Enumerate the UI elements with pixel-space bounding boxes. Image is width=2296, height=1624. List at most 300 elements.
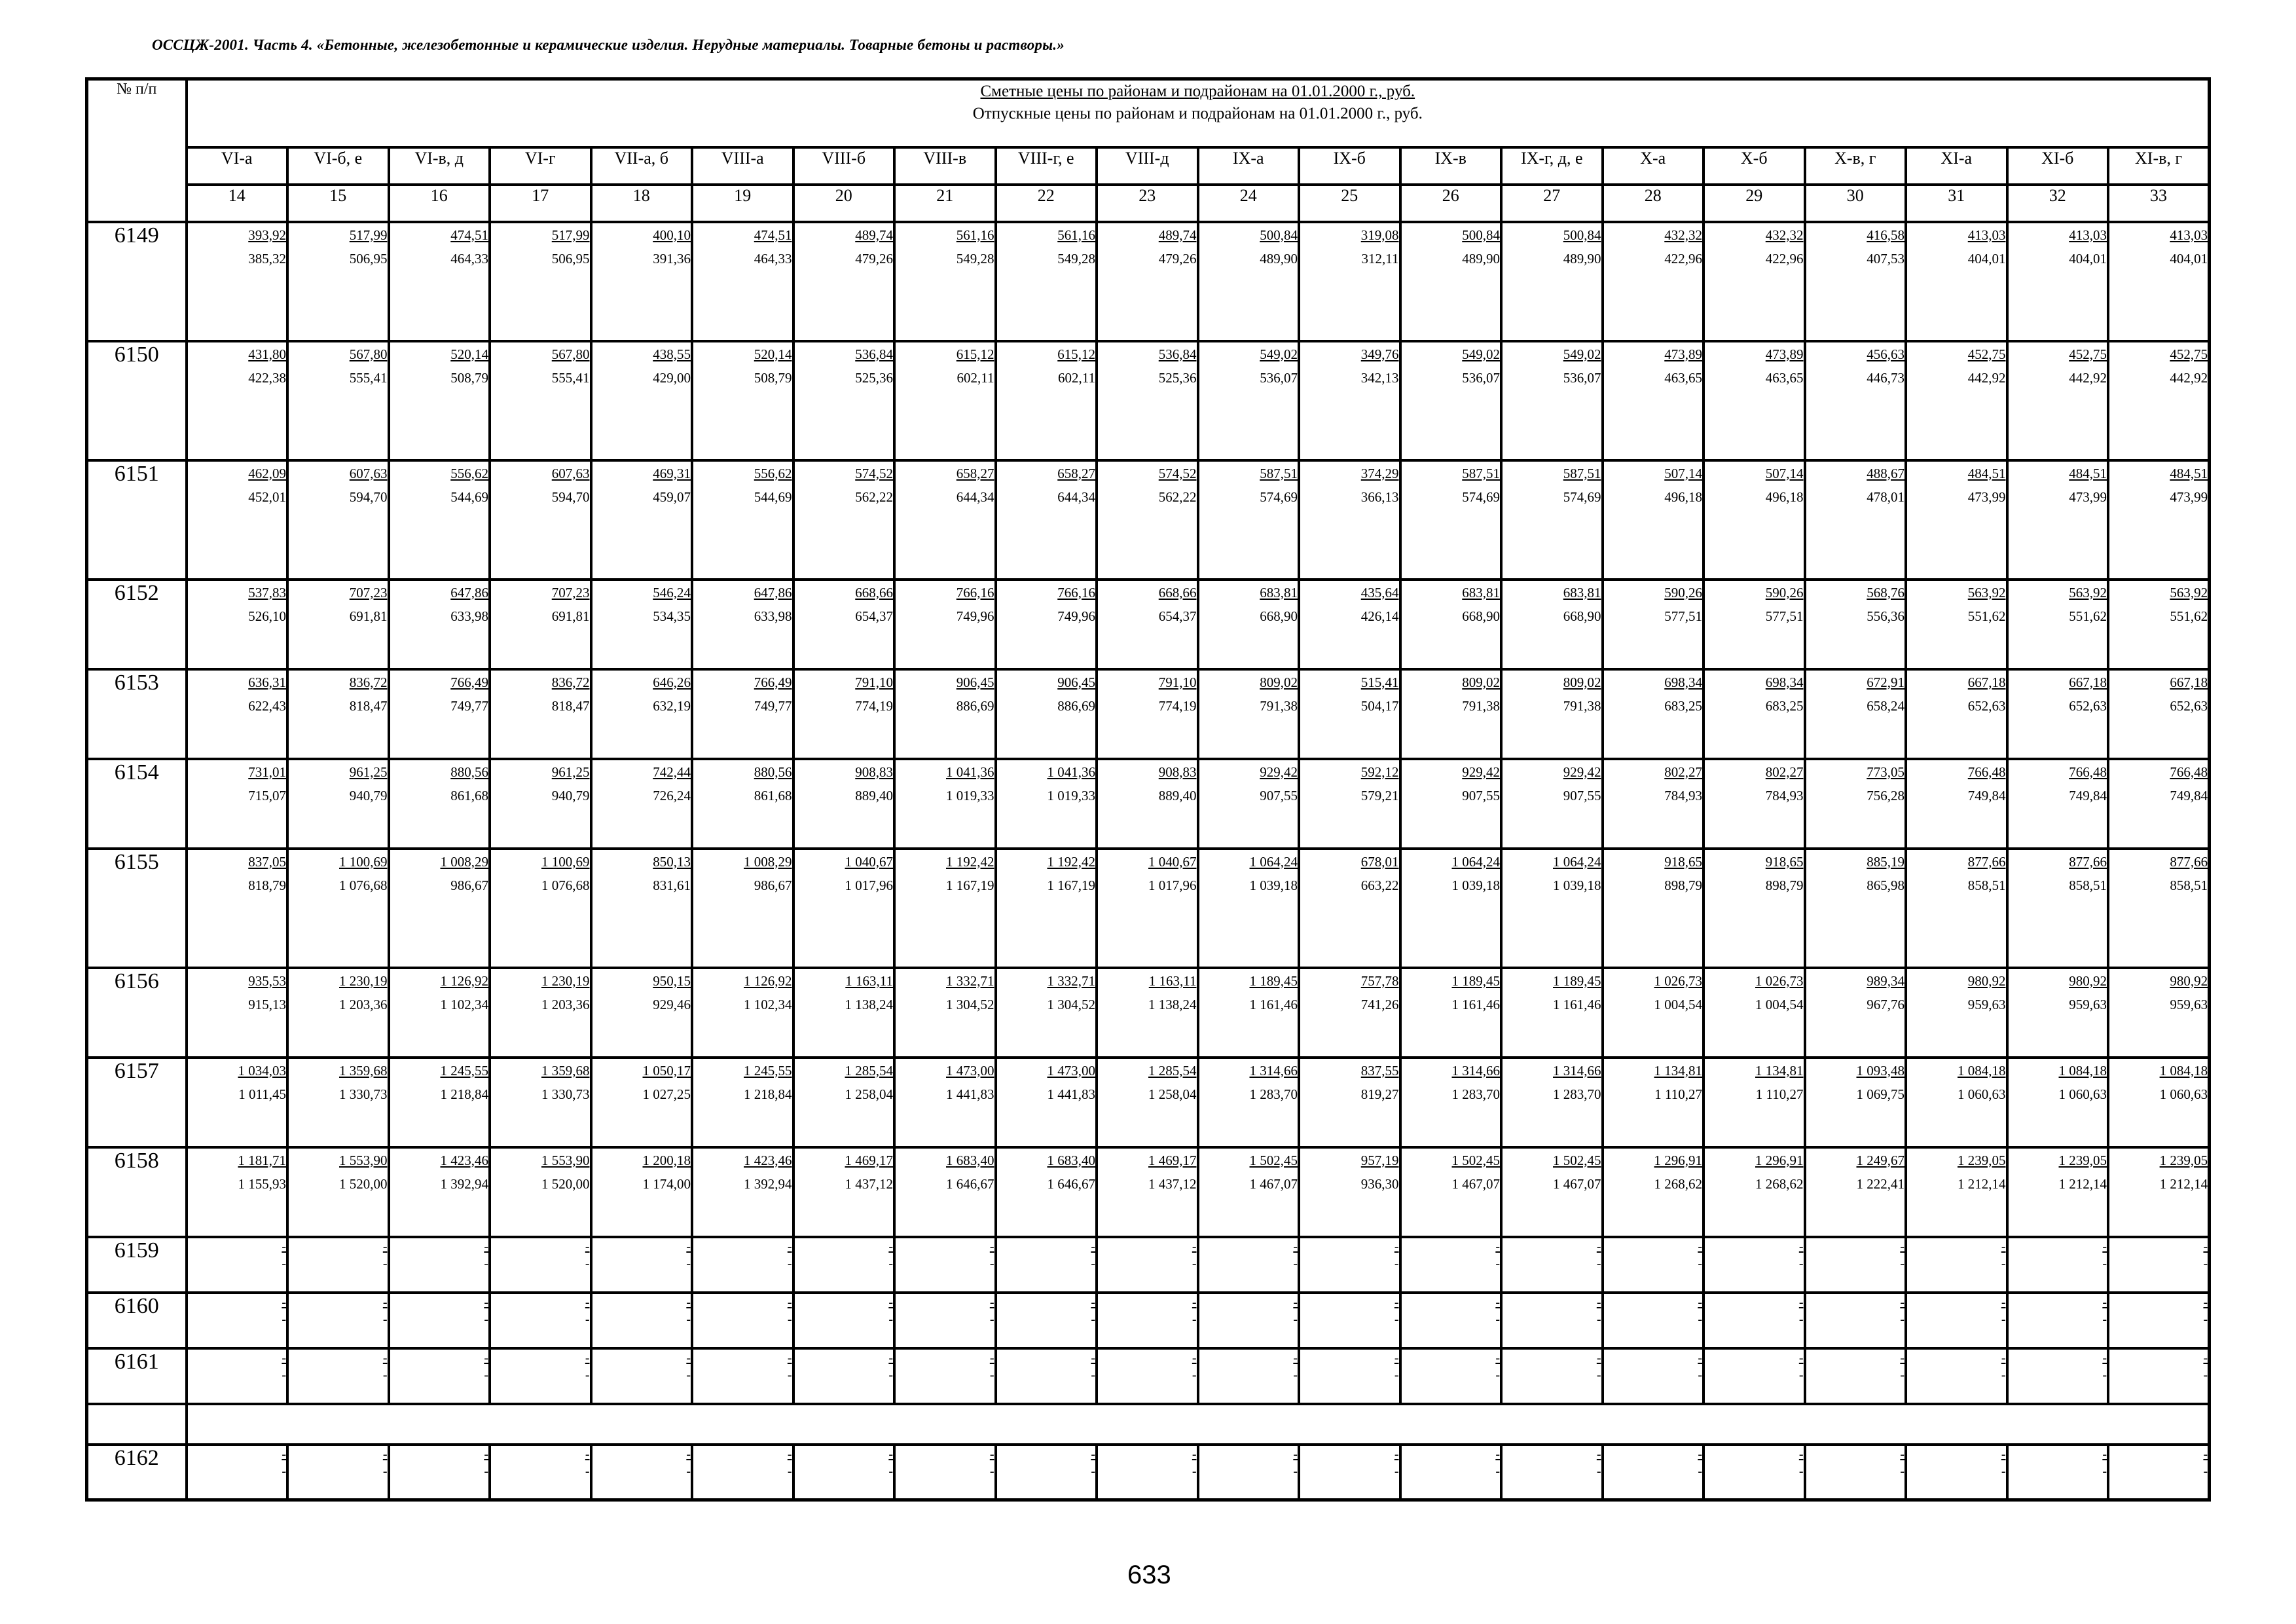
release-price: 404,01: [2170, 250, 2208, 267]
estimated-price: 1 026,73: [1755, 972, 1804, 989]
price-cell: [1198, 1058, 1300, 1147]
release-price: 1 212,14: [2159, 1175, 2208, 1192]
region-header: VI-в, д: [389, 147, 490, 185]
estimated-price: 1 100,69: [339, 853, 388, 870]
estimated-price: -: [1293, 1447, 1298, 1462]
price-cell: [490, 968, 591, 1058]
release-price: 407,53: [1867, 250, 1904, 267]
estimated-price: 473,89: [1765, 346, 1804, 362]
price-cell: [1704, 1237, 1805, 1293]
estimated-price: 452,75: [1967, 346, 2006, 362]
table-row: [87, 341, 2210, 460]
release-price: -: [2001, 1367, 2006, 1382]
estimated-price: 556,62: [450, 465, 488, 481]
price-cell: [1704, 759, 1805, 849]
table-row: [87, 1404, 2210, 1445]
estimated-price: 1 163,11: [845, 972, 893, 989]
release-price: 1 174,00: [642, 1175, 691, 1192]
price-cell: [287, 1348, 389, 1404]
table-row: [87, 580, 2210, 669]
release-price: 574,69: [1563, 489, 1601, 505]
price-cell: [1805, 759, 1906, 849]
estimated-price: 766,16: [956, 584, 994, 600]
price-cell: [894, 1237, 996, 1293]
estimated-price: -: [1900, 1239, 1904, 1254]
estimated-price: 507,14: [1664, 465, 1702, 481]
release-price: 1 520,00: [339, 1175, 388, 1192]
price-cell: [1501, 460, 1603, 580]
table-caption: [187, 79, 2210, 147]
estimated-price: -: [382, 1239, 388, 1254]
estimated-price: 658,27: [1057, 465, 1095, 481]
estimated-price: -: [686, 1239, 691, 1254]
estimated-price: 563,92: [1967, 584, 2006, 600]
price-cell: [1198, 341, 1300, 460]
table-row: [87, 222, 2210, 341]
price-cell: [692, 669, 793, 759]
release-price: 1 017,96: [1148, 877, 1197, 893]
estimated-price: 837,55: [1360, 1062, 1399, 1079]
estimated-price: 877,66: [2069, 853, 2107, 870]
release-price: 1 646,67: [946, 1175, 994, 1192]
release-price: 555,41: [551, 369, 590, 386]
release-price: -: [282, 1464, 286, 1479]
estimated-price: 546,24: [653, 584, 691, 600]
price-cell: [894, 580, 996, 669]
price-cell: [894, 460, 996, 580]
region-header: X-б: [1704, 147, 1805, 185]
estimated-price: 590,26: [1664, 584, 1702, 600]
release-price: -: [2102, 1312, 2107, 1327]
release-price: 496,18: [1765, 489, 1804, 505]
price-cell: [1198, 669, 1300, 759]
estimated-price: -: [2001, 1350, 2006, 1365]
release-price: 1 102,34: [744, 996, 792, 1012]
release-price: 959,63: [2069, 996, 2107, 1012]
estimated-price: -: [1192, 1295, 1197, 1310]
price-cell: [591, 1348, 693, 1404]
release-price: 898,79: [1664, 877, 1702, 893]
estimated-price: 850,13: [653, 853, 691, 870]
estimated-price: 1 008,29: [440, 853, 488, 870]
estimated-price: 515,41: [1360, 674, 1399, 690]
price-cell: [1906, 849, 2007, 968]
price-cell: [2007, 1058, 2109, 1147]
price-cell: [894, 1293, 996, 1348]
release-price: 715,07: [248, 787, 286, 803]
price-cell: [1906, 1348, 2007, 1404]
price-cell: [1501, 580, 1603, 669]
release-price: 544,69: [754, 489, 792, 505]
region-header-row: [87, 147, 2210, 185]
row-number: 6162: [87, 1445, 187, 1500]
release-price: 464,33: [450, 250, 488, 267]
price-cell: [692, 968, 793, 1058]
estimated-price: 1 423,46: [744, 1152, 792, 1168]
price-cell: [389, 460, 490, 580]
estimated-price: 683,81: [1462, 584, 1500, 600]
price-cell: [692, 580, 793, 669]
release-price: 1 304,52: [1047, 996, 1095, 1012]
column-number: 28: [1603, 185, 1704, 222]
estimated-price: 1 245,55: [744, 1062, 792, 1079]
price-cell: [1501, 759, 1603, 849]
estimated-price: 766,49: [754, 674, 792, 690]
price-cell: [1603, 1293, 1704, 1348]
price-cell: [1400, 1348, 1502, 1404]
estimated-price: 574,52: [855, 465, 893, 481]
release-price: 551,62: [1967, 608, 2006, 624]
release-price: -: [484, 1312, 488, 1327]
price-cell: [1097, 580, 1198, 669]
estimated-price: 1 064,24: [1451, 853, 1500, 870]
price-cell: [793, 1147, 895, 1237]
estimated-price: -: [585, 1447, 590, 1462]
release-price: 1 161,46: [1553, 996, 1601, 1012]
release-price: 663,22: [1360, 877, 1399, 893]
release-price: 1 467,07: [1553, 1175, 1601, 1192]
region-header: XI-а: [1906, 147, 2007, 185]
price-cell: [1805, 669, 1906, 759]
release-price: 784,93: [1765, 787, 1804, 803]
price-cell: [2108, 1058, 2210, 1147]
release-price: 1 212,14: [2058, 1175, 2107, 1192]
release-price: 463,65: [1765, 369, 1804, 386]
release-price: 525,36: [855, 369, 893, 386]
table-row: [87, 1237, 2210, 1293]
release-price: 489,90: [1563, 250, 1601, 267]
price-cell: [1805, 341, 1906, 460]
estimated-price: -: [787, 1295, 792, 1310]
estimated-price: 587,51: [1563, 465, 1601, 481]
release-price: -: [686, 1367, 691, 1382]
price-cell: [1906, 1058, 2007, 1147]
price-cell: [1704, 849, 1805, 968]
price-cell: [1805, 1237, 1906, 1293]
estimated-price: 742,44: [653, 764, 691, 780]
price-cell: [894, 669, 996, 759]
price-cell: [1198, 580, 1300, 669]
price-cell: [894, 1058, 996, 1147]
release-price: 652,63: [1967, 697, 2006, 714]
price-cell: [996, 669, 1097, 759]
release-price: 1 167,19: [1047, 877, 1095, 893]
price-cell: [389, 1293, 490, 1348]
price-cell: [1805, 968, 1906, 1058]
estimated-price: 590,26: [1765, 584, 1804, 600]
price-cell: [1805, 1348, 1906, 1404]
release-price: -: [1394, 1312, 1399, 1327]
price-cell: [287, 1058, 389, 1147]
estimated-price: 1 553,90: [541, 1152, 590, 1168]
price-cell: [793, 341, 895, 460]
estimated-price: 929,42: [1563, 764, 1601, 780]
release-price: -: [1091, 1367, 1095, 1382]
price-cell: [1299, 669, 1400, 759]
estimated-price: 766,48: [2069, 764, 2107, 780]
release-price: 579,21: [1360, 787, 1399, 803]
price-cell: [1805, 1293, 1906, 1348]
estimated-price: 400,10: [653, 227, 691, 243]
estimated-price: -: [686, 1447, 691, 1462]
estimated-price: 549,02: [1563, 346, 1601, 362]
estimated-price: 484,51: [2069, 465, 2107, 481]
price-cell: [591, 669, 693, 759]
estimated-price: 929,42: [1260, 764, 1298, 780]
release-price: 749,84: [2069, 787, 2107, 803]
estimated-price: 809,02: [1563, 674, 1601, 690]
release-price: -: [1900, 1312, 1904, 1327]
price-cell: [591, 1058, 693, 1147]
region-header: VII-а, б: [591, 147, 693, 185]
estimated-price: 837,05: [248, 853, 286, 870]
estimated-price: -: [1798, 1350, 1804, 1365]
price-cell: [692, 1445, 793, 1500]
separator-cell: [187, 1404, 2210, 1445]
estimated-price: 462,09: [248, 465, 286, 481]
price-cell: [1501, 669, 1603, 759]
release-price: -: [2001, 1256, 2006, 1271]
release-price: -: [1798, 1464, 1804, 1479]
price-cell: [1704, 460, 1805, 580]
estimated-price: 413,03: [1967, 227, 2006, 243]
estimated-price: 802,27: [1664, 764, 1702, 780]
release-price: -: [1798, 1367, 1804, 1382]
price-cell: [894, 849, 996, 968]
estimated-price: 319,08: [1360, 227, 1399, 243]
estimated-price: 880,56: [450, 764, 488, 780]
estimated-price: 1 230,19: [541, 972, 590, 989]
price-cell: [490, 1293, 591, 1348]
price-cell: [1299, 759, 1400, 849]
price-cell: [1906, 1237, 2007, 1293]
price-cell: [1805, 849, 1906, 968]
release-price: 865,98: [1867, 877, 1904, 893]
price-cell: [793, 968, 895, 1058]
region-header: IX-а: [1198, 147, 1300, 185]
estimated-price: 416,58: [1867, 227, 1904, 243]
release-price: 1 138,24: [1148, 996, 1197, 1012]
release-price: 818,47: [349, 697, 388, 714]
price-cell: [692, 222, 793, 341]
estimated-price: 1 332,71: [1047, 972, 1095, 989]
estimated-price: 1 134,81: [1755, 1062, 1804, 1079]
release-price: 366,13: [1360, 489, 1399, 505]
table-row: [87, 968, 2210, 1058]
price-cell: [996, 1348, 1097, 1404]
estimated-price: 500,84: [1563, 227, 1601, 243]
price-cell: [287, 849, 389, 968]
price-cell: [894, 341, 996, 460]
price-cell: [692, 1237, 793, 1293]
release-price: 391,36: [653, 250, 691, 267]
release-price: 1 283,70: [1553, 1086, 1601, 1102]
estimated-price: 877,66: [2170, 853, 2208, 870]
price-cell: [793, 1237, 895, 1293]
column-number: 14: [187, 185, 288, 222]
release-price: 1 017,96: [845, 877, 893, 893]
release-price: -: [382, 1464, 388, 1479]
price-cell: [389, 1348, 490, 1404]
estimated-price: 1 239,05: [1958, 1152, 2006, 1168]
price-cell: [1400, 669, 1502, 759]
release-price: 1 102,34: [440, 996, 488, 1012]
price-cell: [287, 580, 389, 669]
release-price: -: [1293, 1256, 1298, 1271]
estimated-price: 1 502,45: [1553, 1152, 1601, 1168]
estimated-price: 636,31: [248, 674, 286, 690]
estimated-price: 456,63: [1867, 346, 1904, 362]
estimated-price: 836,72: [349, 674, 388, 690]
release-price: -: [1596, 1464, 1601, 1479]
estimated-price: -: [382, 1447, 388, 1462]
release-price: 1 268,62: [1654, 1175, 1702, 1192]
estimated-price: 683,81: [1563, 584, 1601, 600]
price-cell: [1704, 1147, 1805, 1237]
price-cell: [187, 669, 288, 759]
price-cell: [996, 1445, 1097, 1500]
estimated-price: -: [989, 1295, 994, 1310]
estimated-price: -: [1192, 1350, 1197, 1365]
price-cell: [591, 1445, 693, 1500]
estimated-price: 563,92: [2069, 584, 2107, 600]
estimated-price: -: [282, 1350, 286, 1365]
estimated-price: 474,51: [754, 227, 792, 243]
column-number: 21: [894, 185, 996, 222]
price-table: [85, 77, 2211, 1502]
release-price: 1 392,94: [440, 1175, 488, 1192]
table-row: [87, 759, 2210, 849]
price-cell: [1198, 460, 1300, 580]
release-price: 574,69: [1462, 489, 1500, 505]
release-price: 889,40: [1158, 787, 1197, 803]
estimated-price: 1 192,42: [1047, 853, 1095, 870]
release-price: 577,51: [1664, 608, 1702, 624]
estimated-price: 574,52: [1158, 465, 1197, 481]
estimated-price: 1 683,40: [1047, 1152, 1095, 1168]
estimated-price: 1 314,66: [1451, 1062, 1500, 1079]
price-cell: [996, 968, 1097, 1058]
release-price: 683,25: [1765, 697, 1804, 714]
release-price: 1 258,04: [1148, 1086, 1197, 1102]
price-cell: [1603, 1348, 1704, 1404]
estimated-price: 766,48: [2170, 764, 2208, 780]
estimated-price: 1 050,17: [642, 1062, 691, 1079]
row-number-header: № п/п: [87, 79, 187, 222]
estimated-price: 658,27: [956, 465, 994, 481]
estimated-price: 678,01: [1360, 853, 1399, 870]
release-price: 652,63: [2069, 697, 2107, 714]
column-number: 30: [1805, 185, 1906, 222]
estimated-price: 647,86: [754, 584, 792, 600]
price-cell: [1603, 1058, 1704, 1147]
price-cell: [996, 1058, 1097, 1147]
release-price: 1 467,07: [1249, 1175, 1298, 1192]
price-cell: [1198, 1348, 1300, 1404]
price-cell: [692, 1058, 793, 1147]
release-price: 422,38: [248, 369, 286, 386]
release-price: -: [1698, 1256, 1702, 1271]
estimated-price: 667,18: [2069, 674, 2107, 690]
release-price: 536,07: [1563, 369, 1601, 386]
release-price: -: [1091, 1312, 1095, 1327]
estimated-price: 500,84: [1260, 227, 1298, 243]
price-cell: [1603, 222, 1704, 341]
estimated-price: 880,56: [754, 764, 792, 780]
estimated-price: 520,14: [754, 346, 792, 362]
release-price: 342,13: [1360, 369, 1399, 386]
region-header: VI-г: [490, 147, 591, 185]
price-cell: [1097, 849, 1198, 968]
release-price: 1 218,84: [440, 1086, 488, 1102]
estimated-price: -: [1091, 1239, 1095, 1254]
estimated-price: 1 200,18: [642, 1152, 691, 1168]
release-price: 442,92: [2170, 369, 2208, 386]
estimated-price: 561,16: [1057, 227, 1095, 243]
estimated-price: 698,34: [1664, 674, 1702, 690]
row-number: 6154: [87, 759, 187, 849]
release-price: 1 060,63: [2159, 1086, 2208, 1102]
estimated-price: -: [1192, 1239, 1197, 1254]
estimated-price: 906,45: [956, 674, 994, 690]
region-header: XI-в, г: [2108, 147, 2210, 185]
price-cell: [793, 580, 895, 669]
estimated-price: -: [2001, 1239, 2006, 1254]
price-cell: [1198, 849, 1300, 968]
estimated-price: -: [888, 1350, 893, 1365]
row-number: 6161: [87, 1348, 187, 1404]
estimated-price: 1 084,18: [2159, 1062, 2208, 1079]
estimated-price: 1 359,68: [541, 1062, 590, 1079]
estimated-price: 1 189,45: [1451, 972, 1500, 989]
release-price: -: [1192, 1367, 1197, 1382]
price-cell: [2007, 1348, 2109, 1404]
region-header: VI-б, е: [287, 147, 389, 185]
estimated-price: 836,72: [551, 674, 590, 690]
price-cell: [1906, 222, 2007, 341]
estimated-price: -: [282, 1447, 286, 1462]
release-price: 478,01: [1867, 489, 1904, 505]
estimated-price: 1 163,11: [1148, 972, 1197, 989]
estimated-price: 435,64: [1360, 584, 1399, 600]
release-price: 1 004,54: [1755, 996, 1804, 1012]
release-price: -: [787, 1256, 792, 1271]
estimated-price: 1 008,29: [744, 853, 792, 870]
release-price: -: [1596, 1256, 1601, 1271]
price-cell: [1501, 849, 1603, 968]
release-price: -: [1495, 1464, 1500, 1479]
estimated-price: 885,19: [1867, 853, 1904, 870]
estimated-price: -: [1394, 1239, 1399, 1254]
price-cell: [1400, 1293, 1502, 1348]
estimated-price: 1 064,24: [1249, 853, 1298, 870]
price-cell: [287, 669, 389, 759]
release-price: -: [484, 1367, 488, 1382]
region-header: VIII-в: [894, 147, 996, 185]
price-cell: [1906, 1445, 2007, 1500]
estimated-price: 668,66: [1158, 584, 1197, 600]
estimated-price: 567,80: [551, 346, 590, 362]
estimated-price: 1 064,24: [1553, 853, 1601, 870]
estimated-price: -: [282, 1239, 286, 1254]
estimated-price: 908,83: [1158, 764, 1197, 780]
column-number: 18: [591, 185, 693, 222]
price-cell: [793, 1348, 895, 1404]
release-price: 479,26: [855, 250, 893, 267]
estimated-price: 1 314,66: [1553, 1062, 1601, 1079]
price-cell: [389, 669, 490, 759]
estimated-price: -: [1495, 1350, 1500, 1365]
